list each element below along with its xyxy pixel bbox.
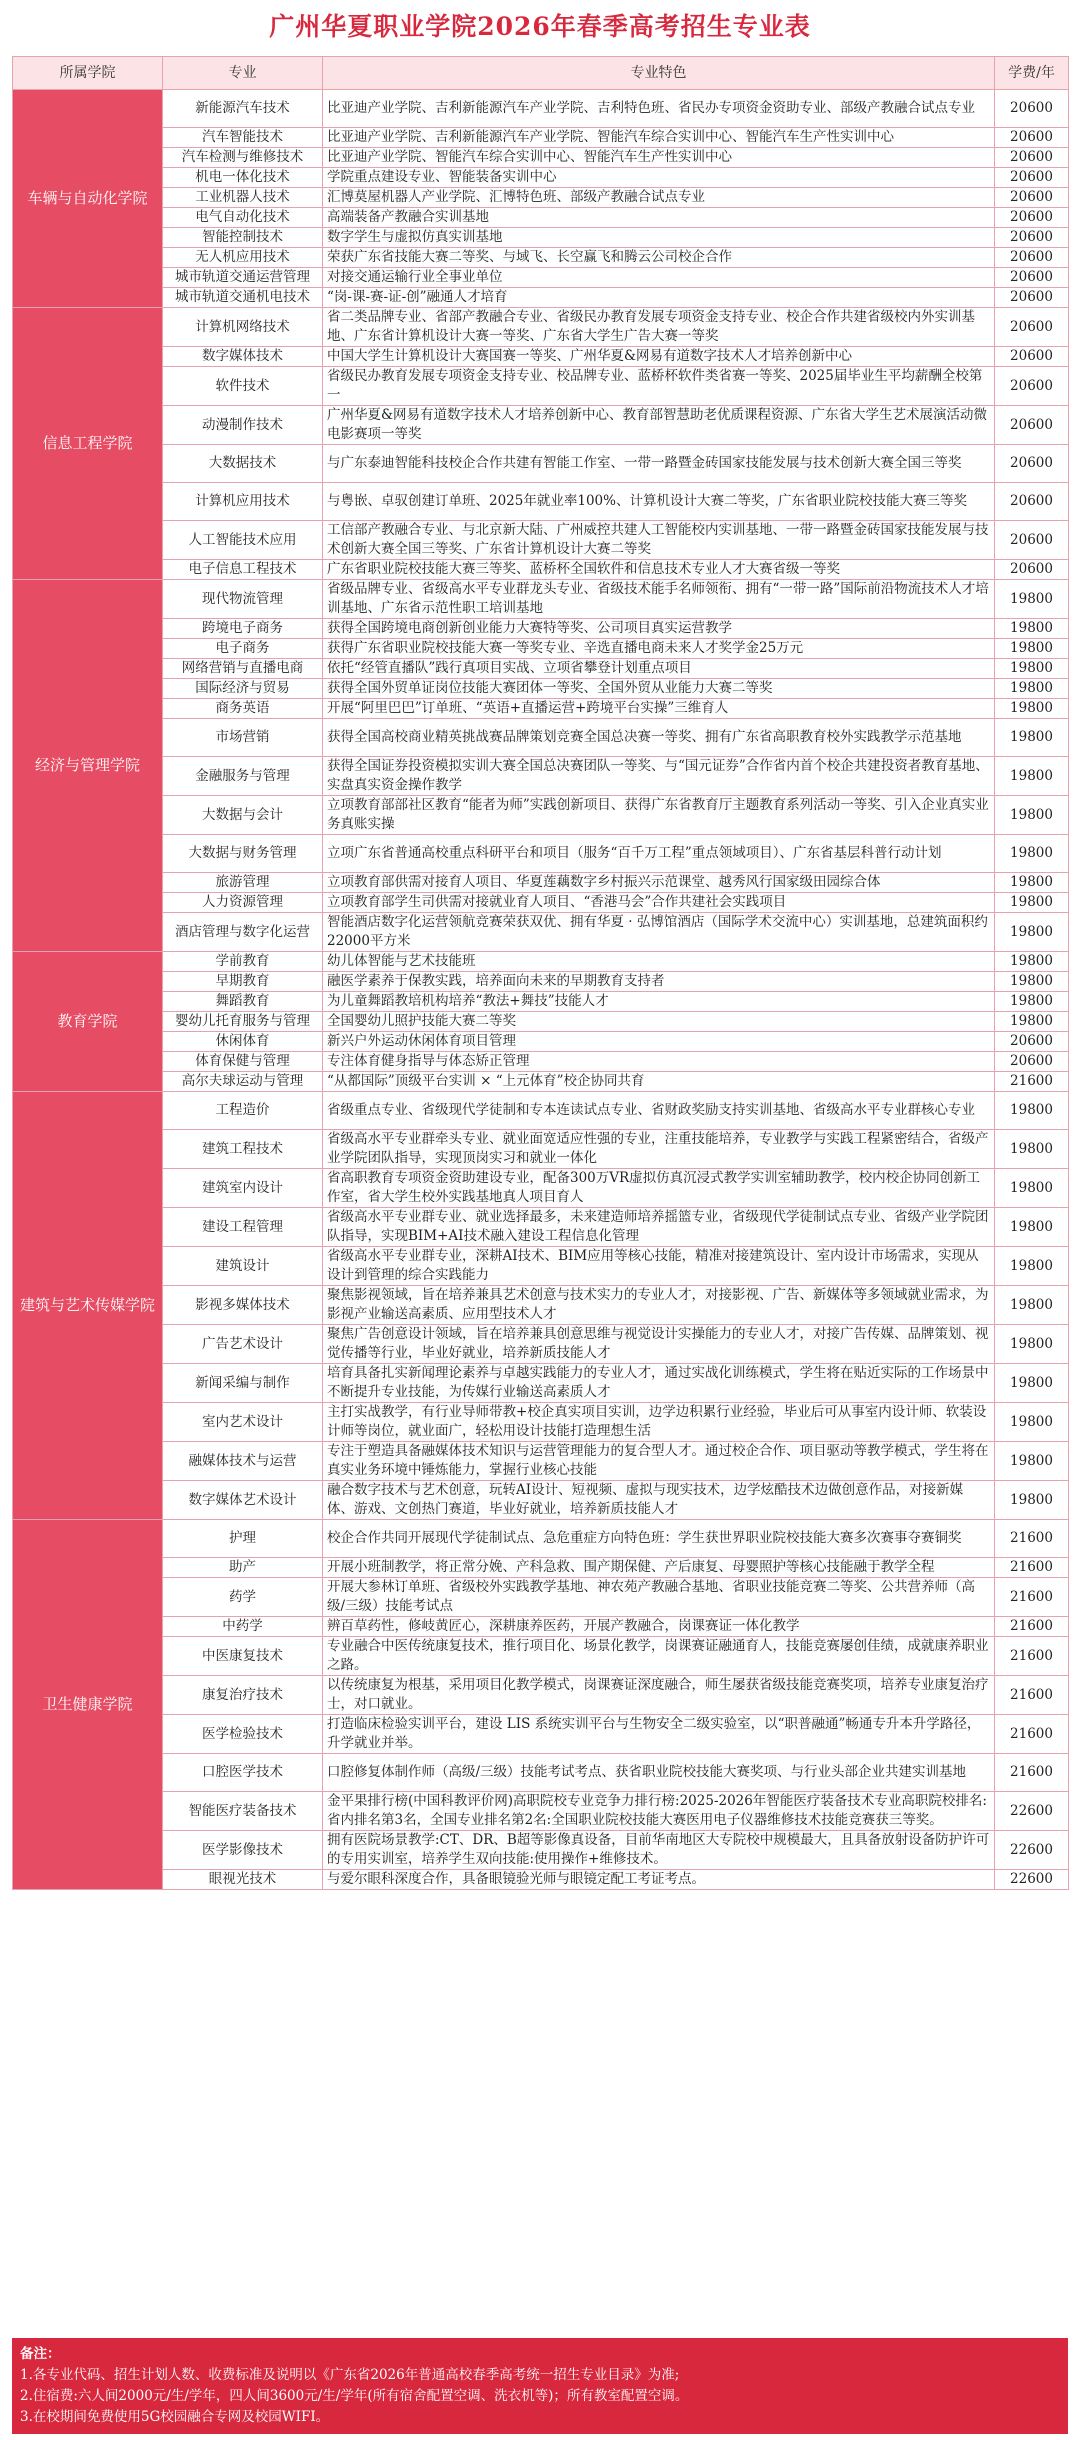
feature-cell: 聚焦广告创意设计领域，旨在培养兼具创意思维与视觉设计实操能力的专业人才，对接广告传媒、品牌策划、视觉传播等行业，毕业好就业，培养新质技能人才 <box>323 1325 995 1364</box>
major-cell: 中药学 <box>163 1617 323 1637</box>
table-row <box>13 1130 1069 1169</box>
fee-cell: 21600 <box>995 1715 1069 1754</box>
table-row <box>13 1286 1069 1325</box>
page-title: 广州华夏职业学院2026年春季高考招生专业表 <box>269 12 811 41</box>
feature-cell: 开展大参林订单班、省级校外实践教学基地、神农苑产教融合基地、省职业技能竞赛二等奖、公共营养师（高级/三级）技能考试点 <box>323 1578 995 1617</box>
table-row <box>13 1870 1069 1890</box>
feature-cell: 获得全国高校商业精英挑战赛品牌策划竞赛全国总决赛一等奖、拥有广东省高职教育校外实践教学示范基地 <box>323 719 995 757</box>
table-row <box>13 1520 1069 1558</box>
major-cell: 人工智能技术应用 <box>163 521 323 560</box>
table-row <box>13 1617 1069 1637</box>
feature-cell: 培育具备扎实新闻理论素养与卓越实践能力的专业人才，通过实战化训练模式，学生将在贴近实际的工作场景中不断提升专业技能，为传媒行业输送高素质人才 <box>323 1364 995 1403</box>
table-row <box>13 873 1069 893</box>
table-row <box>13 288 1069 308</box>
major-cell: 婴幼儿托育服务与管理 <box>163 1012 323 1032</box>
feature-cell: 比亚迪产业学院、吉利新能源汽车产业学院、吉利特色班、省民办专项资金资助专业、部级产教融合试点专业 <box>323 90 995 128</box>
major-cell: 智能控制技术 <box>163 228 323 248</box>
feature-cell: 专注体育健身指导与体态矫正管理 <box>323 1052 995 1072</box>
table-row <box>13 1831 1069 1870</box>
fee-cell: 21600 <box>995 1637 1069 1676</box>
table-header <box>13 57 1069 90</box>
fee-cell: 19800 <box>995 972 1069 992</box>
major-cell: 动漫制作技术 <box>163 406 323 445</box>
major-cell: 数字媒体艺术设计 <box>163 1481 323 1520</box>
table-row <box>13 228 1069 248</box>
table-row <box>13 1092 1069 1130</box>
fee-cell: 19800 <box>995 1481 1069 1520</box>
note-item: 1.各专业代码、招生计划人数、收费标准及说明以《广东省2026年普通高校春季高考统一招生专业目录》为准; <box>20 2367 680 2383</box>
major-cell: 康复治疗技术 <box>163 1676 323 1715</box>
fee-cell: 19800 <box>995 1325 1069 1364</box>
fee-cell: 19800 <box>995 639 1069 659</box>
feature-cell: 开展“阿里巴巴”订单班、“英语+直播运营+跨境平台实操”三维育人 <box>323 699 995 719</box>
table-row <box>13 1364 1069 1403</box>
major-cell: 人力资源管理 <box>163 893 323 913</box>
fee-cell: 20600 <box>995 208 1069 228</box>
fee-cell: 19800 <box>995 952 1069 972</box>
fee-cell: 21600 <box>995 1617 1069 1637</box>
major-cell: 影视多媒体技术 <box>163 1286 323 1325</box>
feature-cell: 获得全国外贸单证岗位技能大赛团体一等奖、全国外贸从业能力大赛二等奖 <box>323 679 995 699</box>
feature-cell: 全国婴幼儿照护技能大赛二等奖 <box>323 1012 995 1032</box>
major-cell: 建筑工程技术 <box>163 1130 323 1169</box>
feature-cell: 省级高水平专业群牵头专业、就业面宽适应性强的专业，注重技能培养，专业教学与实践工程紧密结合，省级产业学院团队指导，实现顶岗实习和就业一体化 <box>323 1130 995 1169</box>
major-cell: 网络营销与直播电商 <box>163 659 323 679</box>
feature-cell: 专注于塑造具备融媒体技术知识与运营管理能力的复合型人才。通过校企合作、项目驱动等教学模式，学生将在真实业务环境中锤炼能力，掌握行业核心技能 <box>323 1442 995 1481</box>
fee-cell: 19800 <box>995 659 1069 679</box>
header-fee: 学费/年 <box>995 57 1069 90</box>
fee-cell: 22600 <box>995 1870 1069 1890</box>
fee-cell: 20600 <box>995 445 1069 483</box>
feature-cell: 汇博莫屋机器人产业学院、汇博特色班、部级产教融合试点专业 <box>323 188 995 208</box>
table-row <box>13 619 1069 639</box>
fee-cell: 20600 <box>995 521 1069 560</box>
table-row <box>13 972 1069 992</box>
table-row <box>13 1169 1069 1208</box>
feature-cell: 省高职教育专项资金资助建设专业，配备300万VR虚拟仿真沉浸式教学实训室辅助教学，校内校企协同创新工作室，省大学生校外实践基地真人项目育人 <box>323 1169 995 1208</box>
feature-cell: 新兴户外运动休闲体育项目管理 <box>323 1032 995 1052</box>
fee-cell: 20600 <box>995 148 1069 168</box>
feature-cell: 工信部产教融合专业、与北京新大陆、广州威控共建人工智能校内实训基地、一带一路暨金砖国家技能发展与技术创新大赛全国三等奖、广东省计算机设计大赛二等奖 <box>323 521 995 560</box>
table-row <box>13 90 1069 128</box>
feature-cell: 校企合作共同开展现代学徒制试点、急危重症方向特色班：学生获世界职业院校技能大赛多次赛事夺赛铜奖 <box>323 1520 995 1558</box>
major-cell: 机电一体化技术 <box>163 168 323 188</box>
fee-cell: 21600 <box>995 1754 1069 1792</box>
major-cell: 学前教育 <box>163 952 323 972</box>
table-row <box>13 521 1069 560</box>
fee-cell: 19800 <box>995 873 1069 893</box>
table-row <box>13 719 1069 757</box>
major-cell: 护理 <box>163 1520 323 1558</box>
major-cell: 电气自动化技术 <box>163 208 323 228</box>
school-cell: 建筑与艺术传媒学院 <box>13 1092 163 1520</box>
fee-cell: 19800 <box>995 1286 1069 1325</box>
feature-cell: 幼儿体智能与艺术技能班 <box>323 952 995 972</box>
fee-cell: 19800 <box>995 913 1069 952</box>
table-body <box>13 90 1069 1890</box>
major-cell: 商务英语 <box>163 699 323 719</box>
notes-title: 备注： <box>20 2346 61 2362</box>
feature-cell: 口腔修复体制作师（高级/三级）技能考试考点、获省职业院校技能大赛奖项、与行业头部企业共建实训基地 <box>323 1754 995 1792</box>
major-cell: 大数据与会计 <box>163 796 323 835</box>
feature-cell: 聚焦影视领域，旨在培养兼具艺术创意与技术实力的专业人才，对接影视、广告、新媒体等多领域就业需求，为影视产业输送高素质、应用型技术人才 <box>323 1286 995 1325</box>
fee-cell: 20600 <box>995 1032 1069 1052</box>
major-cell: 大数据技术 <box>163 445 323 483</box>
major-cell: 建设工程管理 <box>163 1208 323 1247</box>
major-cell: 现代物流管理 <box>163 580 323 619</box>
note-item: 3.在校期间免费使用5G校园融合专网及校园WIFI。 <box>20 2409 330 2425</box>
table-row <box>13 796 1069 835</box>
fee-cell: 20600 <box>995 268 1069 288</box>
major-cell: 旅游管理 <box>163 873 323 893</box>
feature-cell: 广东省职业院校技能大赛三等奖、蓝桥杯全国软件和信息技术专业人才大赛省级一等奖 <box>323 560 995 580</box>
major-cell: 中医康复技术 <box>163 1637 323 1676</box>
table-row <box>13 1578 1069 1617</box>
fee-cell: 19800 <box>995 893 1069 913</box>
fee-cell: 20600 <box>995 1052 1069 1072</box>
table-row <box>13 268 1069 288</box>
table-row <box>13 1442 1069 1481</box>
major-cell: 大数据与财务管理 <box>163 835 323 873</box>
feature-cell: 立项广东省普通高校重点科研平台和项目（服务“百千万工程”重点领域项目）、广东省基层科普行动计划 <box>323 835 995 873</box>
header-feature: 专业特色 <box>323 57 995 90</box>
table-row <box>13 1072 1069 1092</box>
table-row <box>13 1032 1069 1052</box>
feature-cell: “从都国际”顶级平台实训 × “上元体育”校企协同共育 <box>323 1072 995 1092</box>
fee-cell: 19800 <box>995 580 1069 619</box>
table-row <box>13 248 1069 268</box>
major-cell: 建筑室内设计 <box>163 1169 323 1208</box>
major-cell: 体育保健与管理 <box>163 1052 323 1072</box>
feature-cell: 省级高水平专业群专业、就业选择最多，未来建造师培养摇篮专业，省级现代学徒制试点专业、省级产业学院团队指导，实现BIM+AI技术融入建设工程信息化管理 <box>323 1208 995 1247</box>
major-cell: 口腔医学技术 <box>163 1754 323 1792</box>
school-cell: 信息工程学院 <box>13 308 163 580</box>
feature-cell: 融医学素养于保教实践，培养面向未来的早期教育支持者 <box>323 972 995 992</box>
table-row <box>13 1676 1069 1715</box>
school-cell: 车辆与自动化学院 <box>13 90 163 308</box>
feature-cell: 与粤嵌、卓驭创建订单班、2025年就业率100%、计算机设计大赛二等奖，广东省职业院校技能大赛三等奖 <box>323 483 995 521</box>
school-cell: 卫生健康学院 <box>13 1520 163 1890</box>
fee-cell: 20600 <box>995 347 1069 367</box>
feature-cell: 获得全国跨境电商创新创业能力大赛特等奖、公司项目真实运营教学 <box>323 619 995 639</box>
major-cell: 数字媒体技术 <box>163 347 323 367</box>
feature-cell: 为儿童舞蹈教培机构培养“教法+舞技”技能人才 <box>323 992 995 1012</box>
fee-cell: 19800 <box>995 835 1069 873</box>
major-cell: 助产 <box>163 1558 323 1578</box>
major-cell: 金融服务与管理 <box>163 757 323 796</box>
fee-cell: 19800 <box>995 1012 1069 1032</box>
feature-cell: 辨百草药性，修岐黄匠心，深耕康养医药，开展产教融合，岗课赛证一体化教学 <box>323 1617 995 1637</box>
feature-cell: 数字学生与虚拟仿真实训基地 <box>323 228 995 248</box>
fee-cell: 20600 <box>995 128 1069 148</box>
table-row <box>13 308 1069 347</box>
feature-cell: 广州华夏&网易有道数字技术人才培养创新中心、教育部智慧助老优质课程资源、广东省大学生艺术展演活动微电影赛项一等奖 <box>323 406 995 445</box>
major-cell: 汽车智能技术 <box>163 128 323 148</box>
fee-cell: 20600 <box>995 308 1069 347</box>
school-cell: 经济与管理学院 <box>13 580 163 952</box>
fee-cell: 19800 <box>995 1442 1069 1481</box>
major-cell: 药学 <box>163 1578 323 1617</box>
table-row <box>13 1325 1069 1364</box>
fee-cell: 20600 <box>995 288 1069 308</box>
majors-table <box>12 56 1069 1890</box>
major-cell: 新闻采编与制作 <box>163 1364 323 1403</box>
table-row <box>13 1208 1069 1247</box>
table-row <box>13 445 1069 483</box>
major-cell: 休闲体育 <box>163 1032 323 1052</box>
major-cell: 电子商务 <box>163 639 323 659</box>
feature-cell: 比亚迪产业学院、吉利新能源汽车产业学院、智能汽车综合实训中心、智能汽车生产性实训中心 <box>323 128 995 148</box>
major-cell: 融媒体技术与运营 <box>163 1442 323 1481</box>
header-school: 所属学院 <box>13 57 163 90</box>
major-cell: 医学影像技术 <box>163 1831 323 1870</box>
major-cell: 舞蹈教育 <box>163 992 323 1012</box>
feature-cell: 立项教育部学生司供需对接就业育人项目、“香港马会”合作共建社会实践项目 <box>323 893 995 913</box>
feature-cell: 立项教育部供需对接育人项目、华夏莲藕数字乡村振兴示范课堂、越秀风行国家级田园综合体 <box>323 873 995 893</box>
feature-cell: 比亚迪产业学院、智能汽车综合实训中心、智能汽车生产性实训中心 <box>323 148 995 168</box>
fee-cell: 19800 <box>995 679 1069 699</box>
fee-cell: 19800 <box>995 1092 1069 1130</box>
fee-cell: 19800 <box>995 1208 1069 1247</box>
feature-cell: 主打实战教学，有行业导师带教+校企真实项目实训，边学边积累行业经验，毕业后可从事室内设计师、软装设计师等岗位，就业面广，轻松用设计技能打造理想生活 <box>323 1403 995 1442</box>
major-cell: 室内艺术设计 <box>163 1403 323 1442</box>
major-cell: 医学检验技术 <box>163 1715 323 1754</box>
table-row <box>13 367 1069 406</box>
feature-cell: “岗-课-赛-证-创”融通人才培育 <box>323 288 995 308</box>
table-row <box>13 893 1069 913</box>
table-row <box>13 639 1069 659</box>
table-row <box>13 1715 1069 1754</box>
table-row <box>13 952 1069 972</box>
feature-cell: 省级品牌专业、省级高水平专业群龙头专业、省级技术能手名师领衔、拥有“一带一路”国际前沿物流技术人才培训基地、广东省示范性职工培训基地 <box>323 580 995 619</box>
feature-cell: 立项教育部部社区教育“能者为师”实践创新项目、获得广东省教育厅主题教育系列活动一等奖、引入企业真实业务真账实操 <box>323 796 995 835</box>
fee-cell: 19800 <box>995 757 1069 796</box>
table-row <box>13 1792 1069 1831</box>
feature-cell: 获得全国证券投资模拟实训大赛全国总决赛团队一等奖、与“国元证券”合作省内首个校企共建投资者教育基地、实盘真实资金操作教学 <box>323 757 995 796</box>
major-cell: 眼视光技术 <box>163 1870 323 1890</box>
feature-cell: 专业融合中医传统康复技术，推行项目化、场景化教学，岗课赛证融通育人，技能竞赛屡创佳绩，成就康养职业之路。 <box>323 1637 995 1676</box>
fee-cell: 20600 <box>995 248 1069 268</box>
major-cell: 计算机应用技术 <box>163 483 323 521</box>
feature-cell: 对接交通运输行业全事业单位 <box>323 268 995 288</box>
table-row <box>13 188 1069 208</box>
table-row <box>13 1052 1069 1072</box>
table-row <box>13 1403 1069 1442</box>
feature-cell: 与广东泰迪智能科技校企合作共建有智能工作室、一带一路暨金砖国家技能发展与技术创新大赛全国三等奖 <box>323 445 995 483</box>
major-cell: 市场营销 <box>163 719 323 757</box>
fee-cell: 19800 <box>995 1169 1069 1208</box>
feature-cell: 学院重点建设专业、智能装备实训中心 <box>323 168 995 188</box>
fee-cell: 19800 <box>995 1403 1069 1442</box>
table-row <box>13 992 1069 1012</box>
feature-cell: 中国大学生计算机设计大赛国赛一等奖、广州华夏&网易有道数字技术人才培养创新中心 <box>323 347 995 367</box>
fee-cell: 20600 <box>995 367 1069 406</box>
table-row <box>13 1754 1069 1792</box>
fee-cell: 19800 <box>995 796 1069 835</box>
major-cell: 早期教育 <box>163 972 323 992</box>
feature-cell: 拥有医院场景教学:CT、DR、B超等影像真设备，目前华南地区大专院校中规模最大，且具备放射设备防护许可的专用实训室，培养学生双向技能:使用操作+维修技术。 <box>323 1831 995 1870</box>
fee-cell: 19800 <box>995 1364 1069 1403</box>
table-row <box>13 835 1069 873</box>
table-row <box>13 148 1069 168</box>
major-cell: 电子信息工程技术 <box>163 560 323 580</box>
table-row <box>13 560 1069 580</box>
table-row <box>13 699 1069 719</box>
table-row <box>13 483 1069 521</box>
feature-cell: 开展小班制教学，将正常分娩、产科急救、围产期保健、产后康复、母婴照护等核心技能融于教学全程 <box>323 1558 995 1578</box>
fee-cell: 20600 <box>995 168 1069 188</box>
major-cell: 计算机网络技术 <box>163 308 323 347</box>
fee-cell: 19800 <box>995 1247 1069 1286</box>
table-row <box>13 679 1069 699</box>
feature-cell: 打造临床检验实训平台，建设 LIS 系统实训平台与生物安全二级实验室，以“职普融通”畅通专升本升学路径，升学就业并举。 <box>323 1715 995 1754</box>
major-cell: 广告艺术设计 <box>163 1325 323 1364</box>
major-cell: 工业机器人技术 <box>163 188 323 208</box>
major-cell: 城市轨道交通运营管理 <box>163 268 323 288</box>
fee-cell: 20600 <box>995 406 1069 445</box>
major-cell: 新能源汽车技术 <box>163 90 323 128</box>
table-row <box>13 208 1069 228</box>
feature-cell: 获得广东省职业院校技能大赛一等奖专业、辛选直播电商未来人才奖学金25万元 <box>323 639 995 659</box>
table-row <box>13 757 1069 796</box>
fee-cell: 20600 <box>995 188 1069 208</box>
fee-cell: 19800 <box>995 992 1069 1012</box>
fee-cell: 22600 <box>995 1831 1069 1870</box>
fee-cell: 21600 <box>995 1520 1069 1558</box>
major-cell: 工程造价 <box>163 1092 323 1130</box>
note-item: 2.住宿费:六人间2000元/生/学年，四人间3600元/生/学年(所有宿舍配置空调、洗衣机等)；所有教室配置空调。 <box>20 2388 689 2404</box>
table-row <box>13 1637 1069 1676</box>
table-row <box>13 168 1069 188</box>
major-cell: 无人机应用技术 <box>163 248 323 268</box>
major-cell: 城市轨道交通机电技术 <box>163 288 323 308</box>
major-cell: 汽车检测与维修技术 <box>163 148 323 168</box>
header-major: 专业 <box>163 57 323 90</box>
table-row <box>13 347 1069 367</box>
notes-box <box>12 2338 1068 2434</box>
table-row <box>13 128 1069 148</box>
fee-cell: 20600 <box>995 228 1069 248</box>
fee-cell: 19800 <box>995 719 1069 757</box>
table-row <box>13 580 1069 619</box>
fee-cell: 19800 <box>995 619 1069 639</box>
feature-cell: 高端装备产教融合实训基地 <box>323 208 995 228</box>
feature-cell: 省级高水平专业群专业，深耕AI技术、BIM应用等核心技能，精准对接建筑设计、室内设计市场需求，实现从设计到管理的综合实践能力 <box>323 1247 995 1286</box>
table-row <box>13 1558 1069 1578</box>
table-row <box>13 1481 1069 1520</box>
fee-cell: 20600 <box>995 483 1069 521</box>
feature-cell: 省级民办教育发展专项资金支持专业、校品牌专业、蓝桥杯软件类省赛一等奖、2025届毕业生平均薪酬全校第一 <box>323 367 995 406</box>
fee-cell: 20600 <box>995 560 1069 580</box>
fee-cell: 21600 <box>995 1072 1069 1092</box>
feature-cell: 金平果排行榜(中国科教评价网)高职院校专业竞争力排行榜:2025-2026年智能医疗装备技术专业高职院校排名:省内排名第3名，全国专业排名第2名:全国职业院校技能大赛医用电子仪器维修技术技能竞赛获三等奖。 <box>323 1792 995 1831</box>
major-cell: 跨境电子商务 <box>163 619 323 639</box>
table-row <box>13 406 1069 445</box>
fee-cell: 22600 <box>995 1792 1069 1831</box>
feature-cell: 省二类品牌专业、省部产教融合专业、省级民办教育发展专项资金支持专业、校企合作共建省级校内外实训基地、广东省计算机设计大赛一等奖、广东省大学生广告大赛一等奖 <box>323 308 995 347</box>
feature-cell: 智能酒店数字化运营领航竞赛荣获双优、拥有华夏 · 弘博馆酒店（国际学术交流中心）实训基地，总建筑面积约22000平方米 <box>323 913 995 952</box>
fee-cell: 19800 <box>995 699 1069 719</box>
school-cell: 教育学院 <box>13 952 163 1092</box>
feature-cell: 依托“经管直播队”践行真项目实战、立项省攀登计划重点项目 <box>323 659 995 679</box>
table-row <box>13 659 1069 679</box>
major-cell: 高尔夫球运动与管理 <box>163 1072 323 1092</box>
feature-cell: 省级重点专业、省级现代学徒制和专本连读试点专业、省财政奖励支持实训基地、省级高水平专业群核心专业 <box>323 1092 995 1130</box>
feature-cell: 与爱尔眼科深度合作，具备眼镜验光师与眼镜定配工考证考点。 <box>323 1870 995 1890</box>
table-row <box>13 913 1069 952</box>
major-cell: 国际经济与贸易 <box>163 679 323 699</box>
major-cell: 建筑设计 <box>163 1247 323 1286</box>
fee-cell: 21600 <box>995 1578 1069 1617</box>
feature-cell: 荣获广东省技能大赛二等奖、与域飞、长空赢飞和腾云公司校企合作 <box>323 248 995 268</box>
major-cell: 软件技术 <box>163 367 323 406</box>
table-row <box>13 1247 1069 1286</box>
major-cell: 酒店管理与数字化运营 <box>163 913 323 952</box>
table-row <box>13 1012 1069 1032</box>
fee-cell: 21600 <box>995 1558 1069 1578</box>
fee-cell: 19800 <box>995 1130 1069 1169</box>
feature-cell: 融合数字技术与艺术创意，玩转AI设计、短视频、虚拟与现实技术，边学炫酷技术边做创意作品，对接新媒体、游戏、文创热门赛道，毕业好就业，培养新质技能人才 <box>323 1481 995 1520</box>
feature-cell: 以传统康复为根基，采用项目化教学模式，岗课赛证深度融合，师生屡获省级技能竞赛奖项，培养专业康复治疗士，对口就业。 <box>323 1676 995 1715</box>
major-cell: 智能医疗装备技术 <box>163 1792 323 1831</box>
fee-cell: 21600 <box>995 1676 1069 1715</box>
fee-cell: 20600 <box>995 90 1069 128</box>
